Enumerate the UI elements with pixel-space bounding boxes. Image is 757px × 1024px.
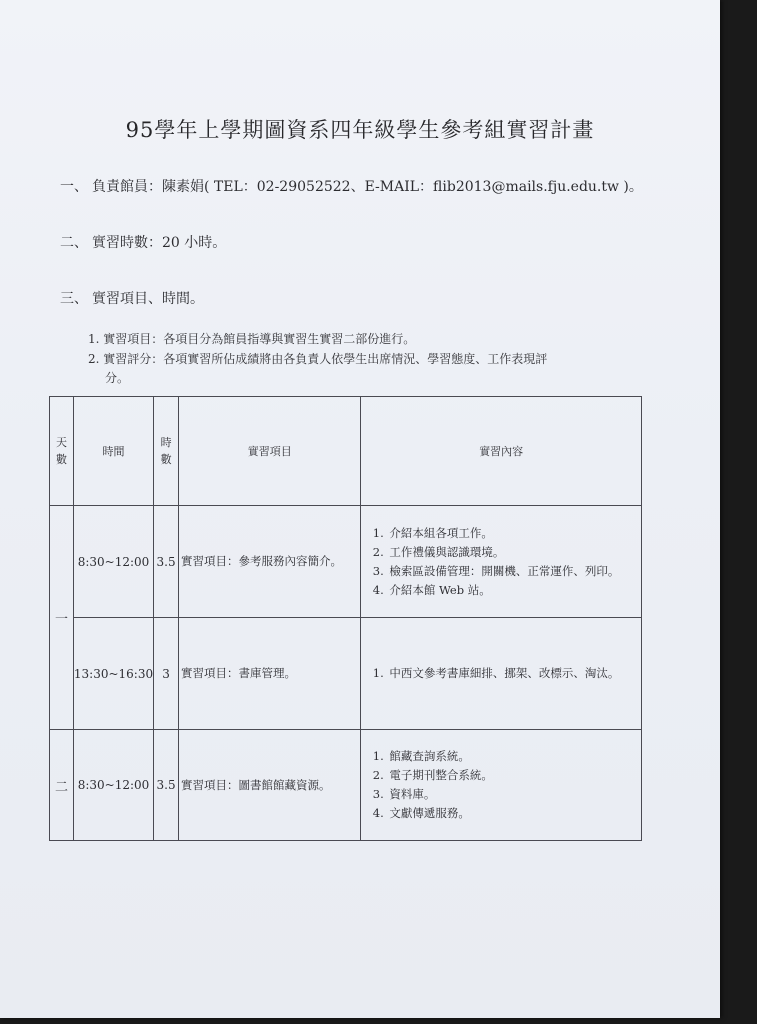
content-list-item: 1. 中西文參考書庫細排、挪架、改標示、淘汰。 [387, 664, 639, 683]
cell-item: 實習項目：書庫管理。 [179, 618, 361, 730]
section-number: 三、 [60, 291, 88, 307]
table-header-row [50, 397, 642, 506]
section-responsible-librarian [60, 176, 643, 196]
section-number: 一、 [60, 179, 88, 195]
header-day: 天 數 [50, 397, 74, 506]
document-title: 95學年上學期圖資系四年級學生參考組實習計畫 [125, 118, 595, 142]
section-text: 實習時數：20 小時。 [92, 235, 227, 251]
cell-hours: 3.5 [154, 730, 179, 841]
table-row [50, 506, 642, 618]
note-internship-grading-cont: 分。 [105, 371, 130, 385]
content-list [365, 747, 639, 823]
cell-content [361, 730, 642, 841]
content-list-item: 2. 電子期刊整合系統。 [387, 766, 639, 785]
section-text: 實習項目、時間。 [92, 291, 204, 307]
content-list-item: 2. 工作禮儀與認識環境。 [387, 543, 639, 562]
cell-content [361, 506, 642, 618]
content-list [365, 664, 639, 683]
cell-content [361, 618, 642, 730]
cell-item: 實習項目：圖書館館藏資源。 [179, 730, 361, 841]
content-list-item: 3. 檢索區設備管理：開關機、正常運作、列印。 [387, 562, 639, 581]
cell-time: 8:30~12:00 [73, 506, 153, 618]
section-number: 二、 [60, 235, 88, 251]
cell-hours: 3.5 [154, 506, 179, 618]
content-list-item: 1. 館藏查詢系統。 [387, 747, 639, 766]
header-time: 時間 [73, 397, 153, 506]
header-hours: 時 數 [154, 397, 179, 506]
header-content: 實習內容 [361, 397, 642, 506]
note-internship-items: 1. 實習項目：各項目分為館員指導與實習生實習二部份進行。 [88, 332, 416, 346]
cell-item: 實習項目：參考服務內容簡介。 [179, 506, 361, 618]
table-row [50, 618, 642, 730]
cell-hours: 3 [154, 618, 179, 730]
internship-schedule-table [49, 396, 642, 841]
header-item: 實習項目 [179, 397, 361, 506]
table-row [50, 730, 642, 841]
cell-day: 一 [50, 506, 74, 730]
cell-time: 13:30~16:30 [73, 618, 153, 730]
note-internship-grading: 2. 實習評分：各項實習所佔成績將由各負責人依學生出席情況、學習態度、工作表現評 [88, 352, 548, 366]
content-list [365, 524, 639, 600]
content-list-item: 4. 介紹本館 Web 站。 [387, 581, 639, 600]
section-text: 負責館員：陳素娟( TEL：02-29052522、E-MAIL：flib2013@mails.fju.edu.tw )。 [92, 179, 643, 195]
section-internship-items [60, 288, 204, 308]
cell-day: 二 [50, 730, 74, 841]
content-list-item: 1. 介紹本組各項工作。 [387, 524, 639, 543]
content-list-item: 4. 文獻傳遞服務。 [387, 804, 639, 823]
content-list-item: 3. 資料庫。 [387, 785, 639, 804]
cell-time: 8:30~12:00 [73, 730, 153, 841]
section-internship-hours [60, 232, 226, 252]
